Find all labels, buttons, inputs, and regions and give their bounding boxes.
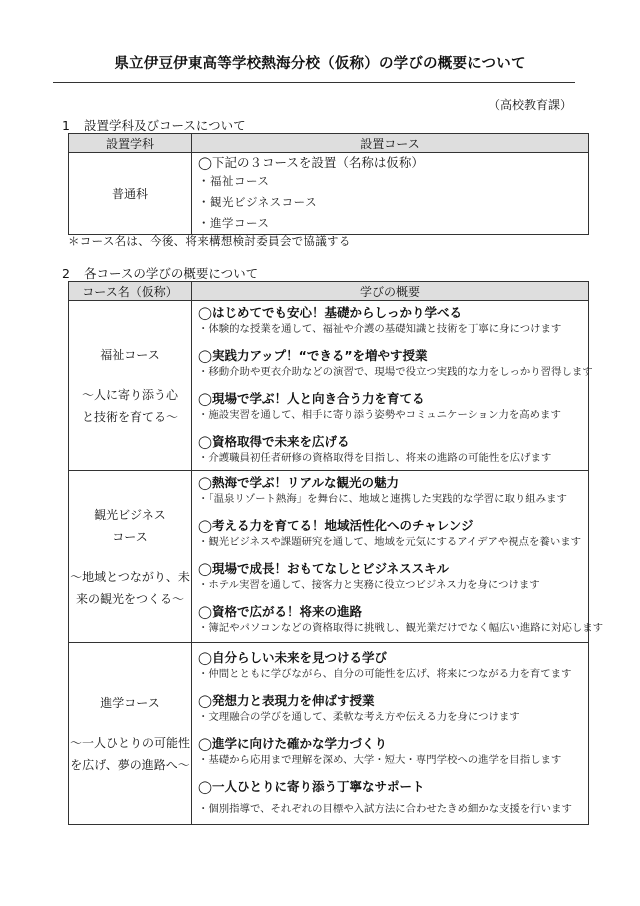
overview-item-detail: ・文理融合の学びを通して、柔軟な考え方や伝える力を身につけます xyxy=(198,711,520,723)
course-tagline: を広げ、夢の進路へ～ xyxy=(70,757,190,772)
course-tagline: ～地域とつながり、未 xyxy=(70,569,190,584)
overview-item-head: ◯発想力と表現力を伸ばす授業 xyxy=(198,693,375,708)
overview-item-head: ◯はじめてでも安心！基礎からしっかり学べる xyxy=(198,305,462,320)
col-overview-header: 学びの概要 xyxy=(192,282,589,301)
col-course-name-header: コース名（仮称） xyxy=(69,282,192,301)
course-tagline: ～一人ひとりの可能性 xyxy=(69,735,190,750)
section2-number: 2 xyxy=(62,266,70,281)
overview-cell-tourism xyxy=(192,471,604,643)
overview-item-head: ◯資格で広がる！将来の進路 xyxy=(198,604,362,619)
section1-number: 1 xyxy=(62,118,70,133)
section2-heading xyxy=(62,264,258,282)
overview-item-detail: ・「温泉リゾート熱海」を舞台に、地域と連携した実践的な学習に取り組みます xyxy=(198,493,567,505)
overview-item-head: ◯一人ひとりに寄り添う丁寧なサポート xyxy=(198,779,425,794)
course-item: ・観光ビジネスコース xyxy=(198,195,318,209)
course-name-cell-advancement xyxy=(69,643,192,825)
overview-cell-welfare xyxy=(192,301,593,471)
department-label: （高校教育課） xyxy=(487,98,572,112)
overview-item-detail: ・個別指導で、それぞれの目標や入試方法に合わせたきめ細かな支援を行います xyxy=(198,803,572,815)
course-tagline: ～人に寄り添う心 xyxy=(81,387,178,402)
course-intro: ◯下記の３コースを設置（名称は仮称） xyxy=(198,155,424,170)
title-divider xyxy=(53,82,575,83)
overview-item-detail: ・仲間とともに学びながら、自分の可能性を広げ、将来につながる力を育てます xyxy=(198,668,572,680)
page-title: 県立伊豆伊東高等学校熱海分校（仮称）の学びの概要について xyxy=(114,56,526,72)
course-name: 福祉コース xyxy=(100,347,160,362)
section2-heading-text: 各コースの学びの概要について xyxy=(84,266,259,281)
course-tagline: と技術を育てる～ xyxy=(81,409,178,424)
course-item: ・福祉コース xyxy=(198,174,270,188)
overview-item-detail: ・施設実習を通して、相手に寄り添う姿勢やコミュニケーション力を高めます xyxy=(198,409,561,421)
overview-item-head: ◯資格取得で未来を広げる xyxy=(198,434,350,449)
overview-item-detail: ・基礎から応用まで理解を深め、大学・短大・専門学校への進学を目指します xyxy=(198,754,562,766)
course-name: 進学コース xyxy=(100,695,160,710)
overview-cell-advancement xyxy=(192,643,589,825)
overview-item-head: ◯実践力アップ！“できる”を増やす授業 xyxy=(198,348,428,363)
overview-item-head: ◯現場で学ぶ！人と向き合う力を育てる xyxy=(198,391,425,406)
course-name-note: ＊コース名は、今後、将来構想検討委員会で協議する xyxy=(68,234,351,248)
subject-name: 普通科 xyxy=(111,186,148,201)
learning-overview-table xyxy=(68,281,604,825)
overview-item-head: ◯現場で成長！おもてなしとビジネススキル xyxy=(198,561,449,576)
overview-item-detail: ・ホテル実習を通して、接客力と実務に役立つビジネス力を身につけます xyxy=(198,579,540,591)
course-name: 観光ビジネス xyxy=(94,507,166,522)
overview-item-detail: ・観光ビジネスや課題研究を通して、地域を元気にするアイデアや視点を養います xyxy=(198,536,581,548)
course-list-cell xyxy=(192,153,589,235)
overview-item-head: ◯進学に向けた確かな学力づくり xyxy=(198,736,387,751)
course-name: コース xyxy=(112,529,148,544)
overview-item-head: ◯自分らしい未来を見つける学び xyxy=(198,650,387,665)
overview-item-detail: ・移動介助や更衣介助などの演習で、現場で役立つ実践的な力をしっかり習得します xyxy=(198,366,593,378)
section1-heading xyxy=(62,116,246,134)
course-setup-table xyxy=(68,133,589,235)
overview-item-detail: ・体験的な授業を通して、福祉や介護の基礎知識と技術を丁寧に身につけます xyxy=(198,323,562,335)
course-item: ・進学コース xyxy=(198,216,270,230)
course-name-cell-tourism xyxy=(69,471,192,643)
subject-cell xyxy=(69,153,192,235)
overview-item-head: ◯考える力を育てる！地域活性化へのチャレンジ xyxy=(198,518,474,533)
col-course-header: 設置コース xyxy=(192,134,589,153)
course-name-cell-welfare xyxy=(69,301,192,471)
course-tagline: 来の観光をつくる～ xyxy=(75,591,184,606)
overview-item-detail: ・介護職員初任者研修の資格取得を目指し、将来の進路の可能性を広げます xyxy=(198,452,552,464)
section1-heading-text: 設置学科及びコースについて xyxy=(84,118,246,133)
col-subject-header: 設置学科 xyxy=(69,134,192,153)
overview-item-detail: ・簿記やパソコンなどの資格取得に挑戦し、観光業だけでなく幅広い進路に対応します xyxy=(198,622,604,634)
overview-item-head: ◯熱海で学ぶ！リアルな観光の魅力 xyxy=(198,475,399,490)
